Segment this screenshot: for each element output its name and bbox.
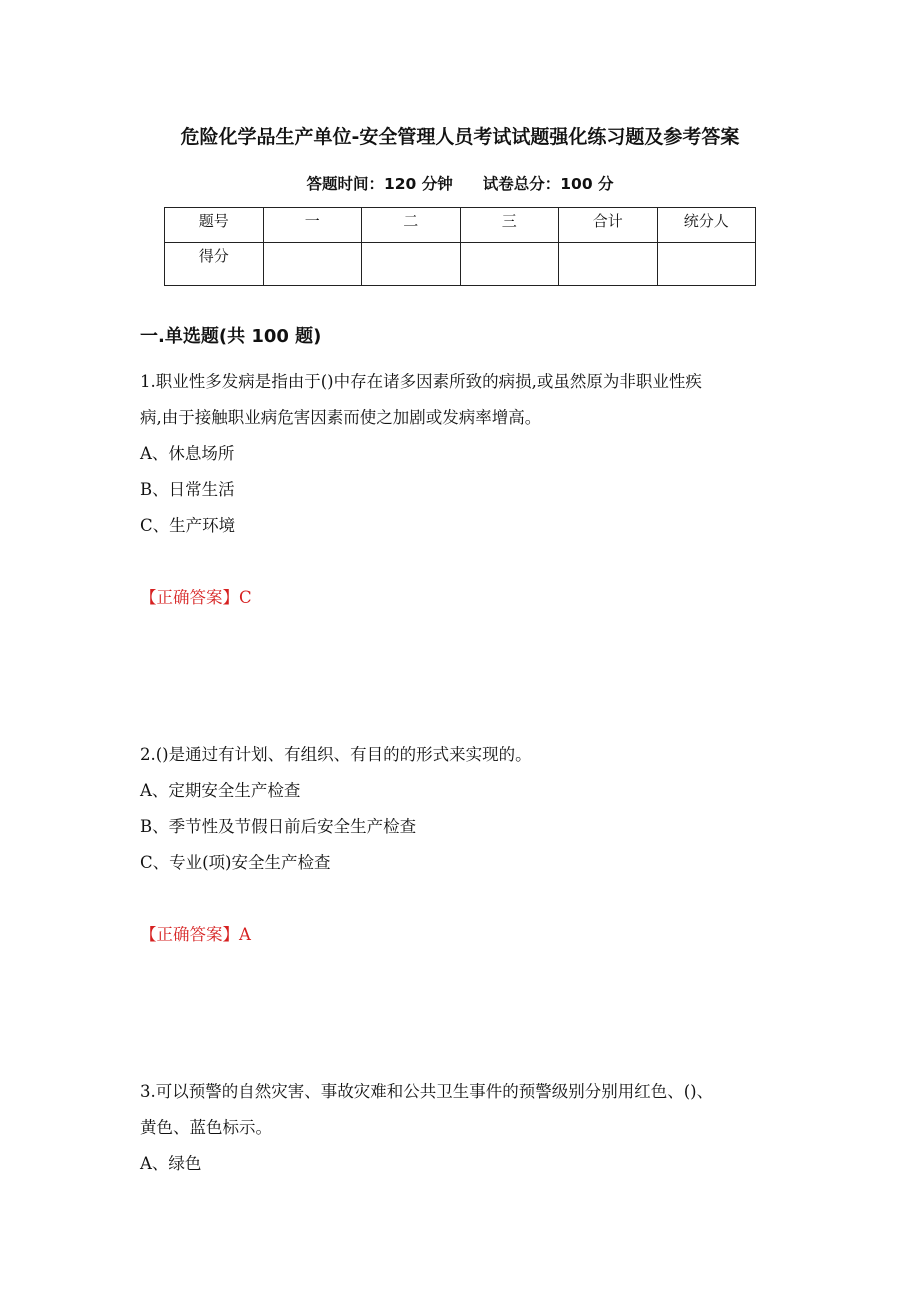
exam-meta [0, 172, 920, 194]
document-title: 危险化学品生产单位-安全管理人员考试试题强化练习题及参考答案 [180, 126, 740, 148]
question-2-answer: 【正确答案】A [140, 925, 251, 944]
score-header-cell: 合计 [559, 208, 658, 243]
question-1-option-c: C、生产环境 [140, 516, 236, 535]
question-1-text-cont: 病,由于接触职业病危害因素而使之加剧或发病率增高。 [140, 408, 542, 427]
score-cell [559, 243, 658, 286]
exam-total-score: 试卷总分：100 分 [482, 175, 614, 193]
score-row-label: 得分 [165, 243, 264, 286]
score-cell [362, 243, 461, 286]
question-1-option-a: A、休息场所 [140, 444, 235, 463]
score-header-cell: 三 [460, 208, 559, 243]
section-title: 一.单选题(共 100 题) [140, 326, 322, 347]
score-header-cell: 一 [263, 208, 362, 243]
question-2-option-a: A、定期安全生产检查 [140, 781, 301, 800]
score-cell [263, 243, 362, 286]
question-1-text: 1.职业性多发病是指由于()中存在诸多因素所致的病损,或虽然原为非职业性疾 [140, 372, 702, 391]
question-1-answer: 【正确答案】C [140, 588, 252, 607]
score-table [164, 207, 756, 286]
score-cell [657, 243, 756, 286]
question-3-text: 3.可以预警的自然灾害、事故灾难和公共卫生事件的预警级别分别用红色、()、 [140, 1082, 714, 1101]
exam-time: 答题时间：120 分钟 [306, 175, 453, 193]
question-3-option-a: A、绿色 [140, 1154, 202, 1173]
question-2-option-c: C、专业(项)安全生产检查 [140, 853, 331, 872]
score-table-header-row [165, 208, 756, 243]
question-2-option-b: B、季节性及节假日前后安全生产检查 [140, 817, 417, 836]
score-header-cell: 统分人 [657, 208, 756, 243]
score-header-cell: 二 [362, 208, 461, 243]
score-cell [460, 243, 559, 286]
score-header-cell: 题号 [165, 208, 264, 243]
question-2-text: 2.()是通过有计划、有组织、有目的的形式来实现的。 [140, 745, 532, 764]
question-3-text-cont: 黄色、蓝色标示。 [140, 1118, 272, 1137]
question-1-option-b: B、日常生活 [140, 480, 235, 499]
score-table-score-row [165, 243, 756, 286]
